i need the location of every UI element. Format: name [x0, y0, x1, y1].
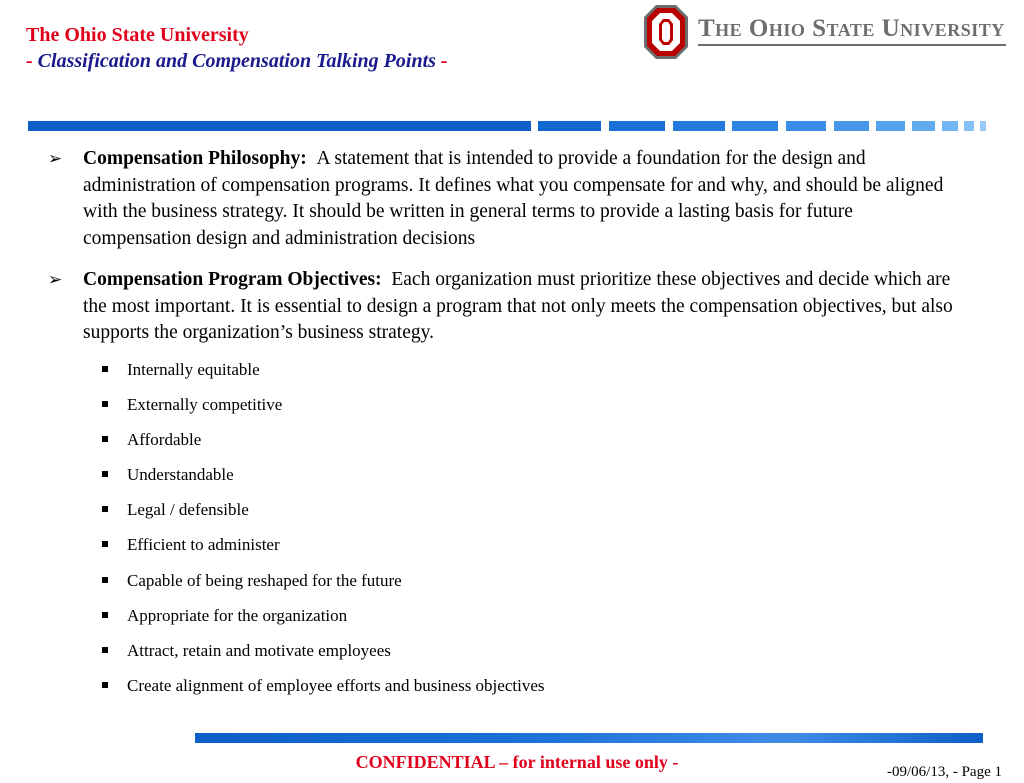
- osu-wordmark: [698, 14, 1005, 44]
- list-item-text: Internally equitable: [127, 360, 260, 379]
- main-content: [48, 146, 960, 361]
- divider-segment: [876, 121, 905, 131]
- list-item: [100, 638, 544, 673]
- divider-segment: [942, 121, 958, 131]
- wordmark-underline: [698, 44, 1006, 46]
- divider-segment: [912, 121, 935, 131]
- list-item-text: Attract, retain and motivate employees: [127, 640, 391, 660]
- bullet-text: Each organization must prioritize these objectives and decide which are the most important. It is essential to design a program that not only meets the compensation objectives, but also supports the organization’s business strategy.: [83, 268, 953, 344]
- list-item: [100, 532, 544, 567]
- subtitle-dash-right: -: [435, 50, 448, 72]
- list-item: [100, 497, 544, 532]
- divider-segment: [609, 121, 665, 131]
- divider-segment: [28, 121, 531, 131]
- divider-segment: [786, 121, 826, 131]
- divider-segment: [673, 121, 725, 131]
- square-bullet-icon: [102, 401, 108, 407]
- objectives-bullet: [48, 267, 960, 347]
- bullet-heading: Compensation Program Objectives:: [83, 268, 382, 290]
- list-item-text: Legal / defensible: [127, 500, 249, 520]
- subtitle-text: Classification and Compensation Talking Points: [37, 50, 436, 72]
- list-item-text: Create alignment of employee efforts and business objectives: [127, 675, 545, 695]
- square-bullet-icon: [102, 471, 108, 477]
- list-item-text: Efficient to administer: [127, 535, 280, 555]
- square-bullet-icon: [102, 647, 108, 653]
- list-item: [100, 462, 544, 497]
- wordmark-text: The Ohio State University: [698, 15, 1005, 42]
- square-bullet-icon: [102, 366, 108, 372]
- philosophy-bullet: [48, 146, 960, 253]
- list-item-text: Appropriate for the organization: [127, 605, 348, 625]
- square-bullet-icon: [102, 506, 108, 512]
- bullet-heading: Compensation Philosophy:: [83, 148, 307, 169]
- document-title: The Ohio State University: [26, 24, 249, 46]
- page-info: -09/06/13, - Page 1: [887, 764, 1002, 780]
- divider-segment: [834, 121, 869, 131]
- list-item-text: Affordable: [127, 430, 202, 450]
- square-bullet-icon: [102, 436, 108, 442]
- divider-segment: [980, 121, 986, 131]
- confidential-notice: CONFIDENTIAL – for internal use only -: [355, 752, 679, 772]
- document-subtitle: [26, 48, 448, 74]
- arrow-bullet-icon: ➢: [48, 269, 63, 290]
- square-bullet-icon: [102, 682, 108, 688]
- divider-segment: [964, 121, 974, 131]
- subtitle-dash-left: -: [26, 50, 38, 72]
- list-item-text: Understandable: [127, 465, 234, 485]
- divider-segment: [538, 121, 601, 131]
- square-bullet-icon: [102, 541, 108, 547]
- objectives-list: [100, 357, 544, 708]
- bullet-text: A statement that is intended to provide a foundation for the design and administration of compensation programs. It defines what you compensate for and why, and should be aligned with the business strategy. It should be written in general terms to provide a lasting basis for future compensation design and administration decisions: [83, 148, 944, 250]
- arrow-bullet-icon: ➢: [48, 149, 63, 169]
- list-item: [100, 427, 544, 462]
- list-item: [100, 603, 544, 638]
- osu-block-o-logo: [644, 5, 688, 59]
- list-item-text: Capable of being reshaped for the future: [127, 570, 402, 590]
- footer-divider-bar: [195, 733, 983, 743]
- list-item: [100, 392, 544, 427]
- list-item: [100, 568, 544, 603]
- list-item: [100, 673, 544, 708]
- square-bullet-icon: [102, 577, 108, 583]
- list-item: [100, 357, 544, 392]
- divider-segment: [732, 121, 778, 131]
- square-bullet-icon: [102, 612, 108, 618]
- list-item-text: Externally competitive: [127, 395, 283, 415]
